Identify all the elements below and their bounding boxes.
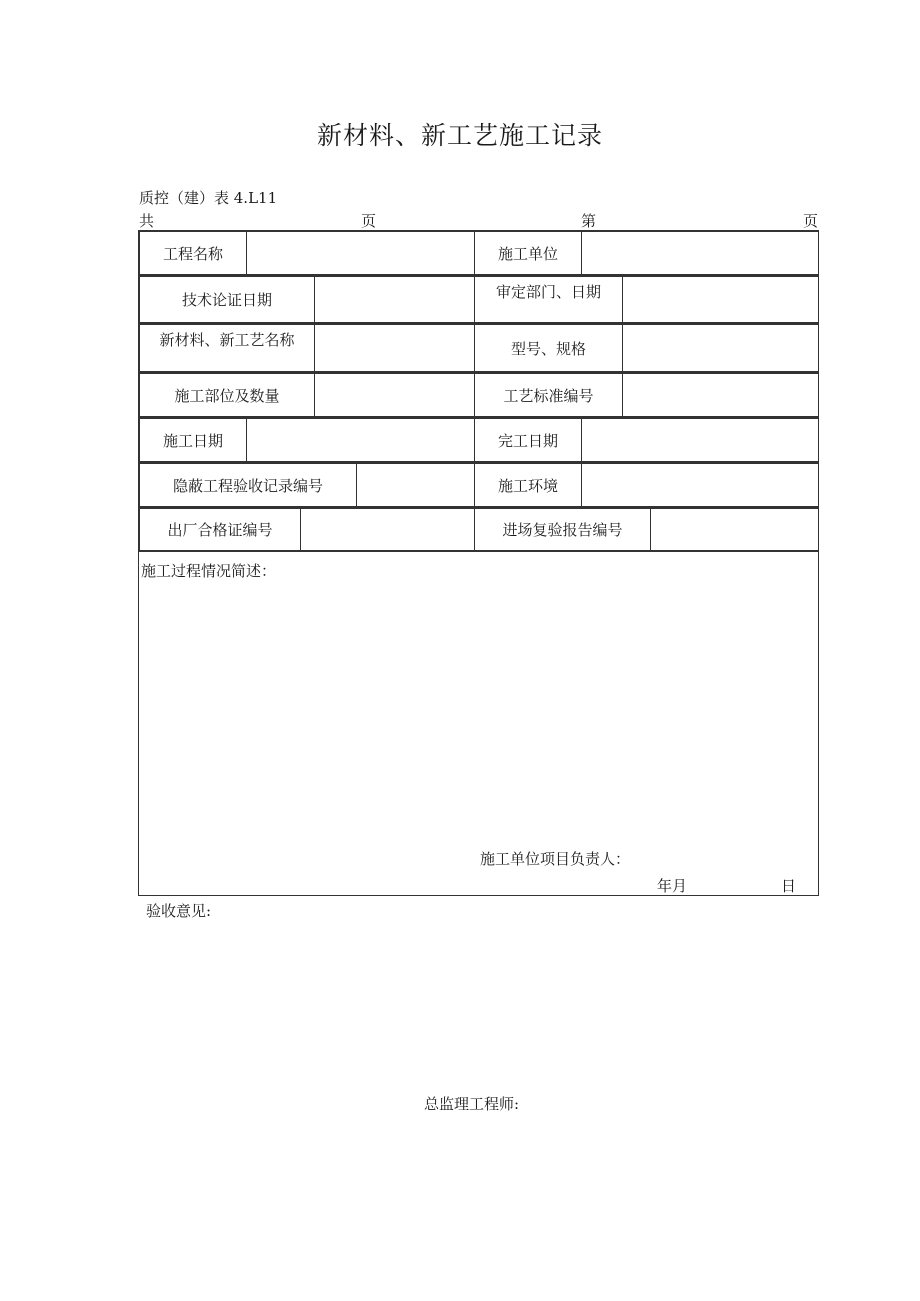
process-year-month: 年月 xyxy=(657,877,688,895)
page-total-prefix: 共 xyxy=(139,212,155,230)
process-section[interactable] xyxy=(139,552,819,896)
project-leader-label: 施工单位项目负责人： xyxy=(480,850,631,868)
approval-dept-date-label: 审定部门、日期 xyxy=(475,277,623,323)
record-form xyxy=(138,230,819,896)
construction-unit-value[interactable] xyxy=(582,232,819,275)
chief-engineer-label: 总监理工程师: xyxy=(424,1095,520,1113)
environment-value[interactable] xyxy=(582,464,819,507)
model-spec-value[interactable] xyxy=(623,325,819,372)
standard-no-label: 工艺标准编号 xyxy=(475,374,623,417)
finish-date-label: 完工日期 xyxy=(475,419,582,462)
page-total-suffix: 页 xyxy=(361,212,377,230)
hidden-record-no-label: 隐蔽工程验收记录编号 xyxy=(140,464,357,507)
row-dates xyxy=(139,418,819,463)
approval-dept-date-value[interactable] xyxy=(623,277,819,323)
row-material xyxy=(139,324,819,373)
construction-unit-label: 施工单位 xyxy=(475,232,582,275)
finish-date-value[interactable] xyxy=(582,419,819,462)
material-name-value[interactable] xyxy=(315,325,475,372)
start-date-label: 施工日期 xyxy=(140,419,247,462)
process-day: 日 xyxy=(781,877,797,895)
tech-demo-date-value[interactable] xyxy=(315,277,475,323)
form-number: 质控（建）表 4.L11 xyxy=(139,189,278,207)
project-name-value[interactable] xyxy=(247,232,475,275)
standard-no-value[interactable] xyxy=(623,374,819,417)
location-qty-value[interactable] xyxy=(315,374,475,417)
reinspection-no-label: 进场复验报告编号 xyxy=(475,509,651,551)
row-hidden-record xyxy=(139,463,819,508)
process-label: 施工过程情况简述： xyxy=(141,562,277,580)
page-current-suffix: 页 xyxy=(803,212,819,230)
project-name-label: 工程名称 xyxy=(140,232,247,275)
page-count-row xyxy=(139,210,819,230)
factory-cert-no-label: 出厂合格证编号 xyxy=(140,509,301,551)
acceptance-label: 验收意见: xyxy=(146,902,212,920)
row-location xyxy=(139,373,819,418)
reinspection-no-value[interactable] xyxy=(651,509,819,551)
page-title: 新材料、新工艺施工记录 xyxy=(316,121,603,150)
row-certificates xyxy=(139,508,819,552)
factory-cert-no-value[interactable] xyxy=(301,509,475,551)
start-date-value[interactable] xyxy=(247,419,475,462)
material-name-label: 新材料、新工艺名称 xyxy=(140,325,315,372)
row-project xyxy=(139,231,819,276)
model-spec-label: 型号、规格 xyxy=(475,325,623,372)
tech-demo-date-label: 技术论证日期 xyxy=(140,277,315,323)
location-qty-label: 施工部位及数量 xyxy=(140,374,315,417)
environment-label: 施工环境 xyxy=(475,464,582,507)
hidden-record-no-value[interactable] xyxy=(357,464,475,507)
page-current-prefix: 第 xyxy=(581,212,597,230)
row-tech-demo xyxy=(139,276,819,324)
